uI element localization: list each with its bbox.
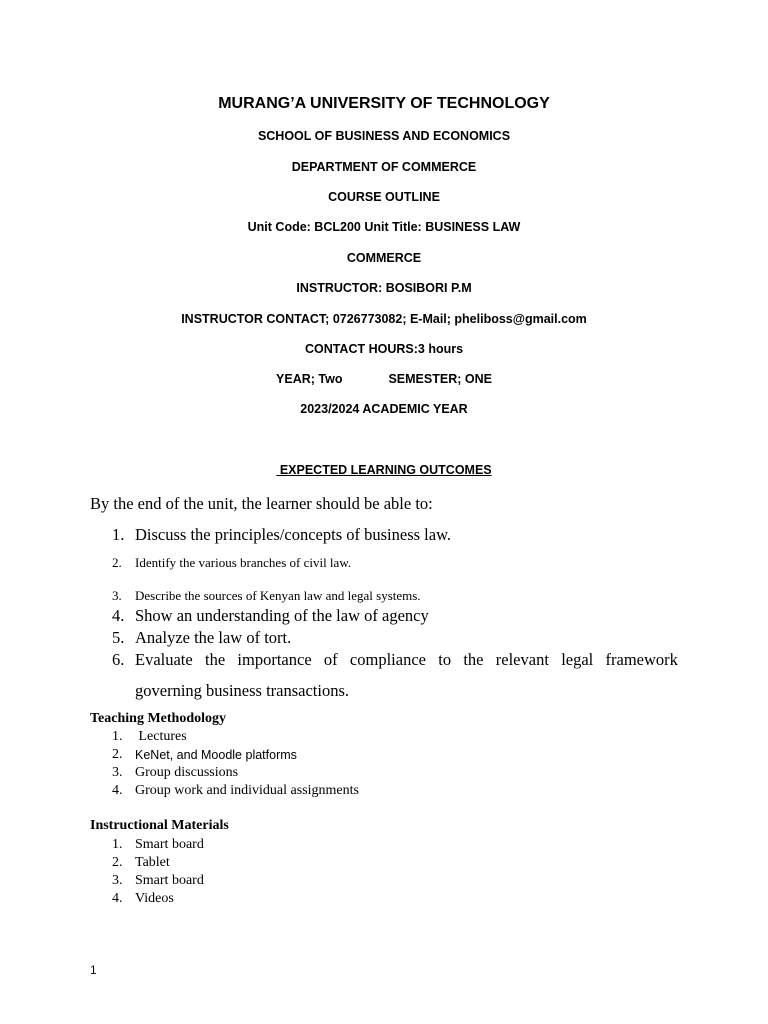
contact-hours: CONTACT HOURS:3 hours	[304, 342, 464, 356]
year-semester-line	[0, 372, 768, 386]
document-type: COURSE OUTLINE	[328, 190, 440, 204]
instructor-name: INSTRUCTOR: BOSIBORI P.M	[296, 281, 472, 295]
academic-year: 2023/2024 ACADEMIC YEAR	[300, 402, 468, 416]
year-label: YEAR; Two	[276, 372, 343, 386]
university-title: MURANG’A UNIVERSITY OF TECHNOLOGY	[218, 95, 550, 112]
page-number: 1	[90, 963, 97, 977]
materials-heading: Instructional Materials	[90, 818, 229, 833]
outcomes-intro: By the end of the unit, the learner should be able to:	[90, 494, 433, 513]
semester-label: SEMESTER; ONE	[388, 372, 492, 386]
programme-name: COMMERCE	[346, 251, 422, 265]
school-name: SCHOOL OF BUSINESS AND ECONOMICS	[257, 129, 511, 143]
instructor-contact: INSTRUCTOR CONTACT; 0726773082; E-Mail; pheliboss@gmail.com	[181, 312, 587, 326]
unit-info: Unit Code: BCL200 Unit Title: BUSINESS LAW	[247, 220, 521, 234]
document-page: MURANG’A UNIVERSITY OF TECHNOLOGY SCHOOL OF BUSINESS AND ECONOMICS DEPARTMENT OF COMMERCE COURSE OUTLINE Unit Code: BCL200 Unit Title: BUSINESS LAW COMMERCE INSTRUCTOR: BOSIBORI P.M INSTRUCTOR CONTACT; 0726773082; E-Mail; pheliboss@gmail.com CONTACT HOURS:3 hours YEAR; Two SEMESTER; ONE 2023/2024 ACADEMIC YEAR EXPECTED LEARNING OUTCOMES By the end of the unit, the learner should be able to: 1. Discuss the principles/concepts of business law. 2. Identify the various branches of civil law. 3. Describe the sources of Kenyan law and legal systems. 4. Show an understanding of the law of agency 5. Analyze the law of tort. 6. Evaluate the importance of compliance to the relevant legal framework governing business transactions. Teaching Methodology 1. Lectures 2. KeNet, and Moodle platforms 3. Group discussions 4. Group work and individual assignments Instructional Materials 1. Smart board 2. Tablet 3. Smart board 4. Videos 1	[0, 0, 768, 1024]
department-name: DEPARTMENT OF COMMERCE	[291, 160, 477, 174]
outcomes-heading-text: EXPECTED LEARNING OUTCOMES	[276, 463, 492, 477]
outcomes-heading	[0, 463, 768, 477]
teaching-heading: Teaching Methodology	[90, 711, 226, 726]
